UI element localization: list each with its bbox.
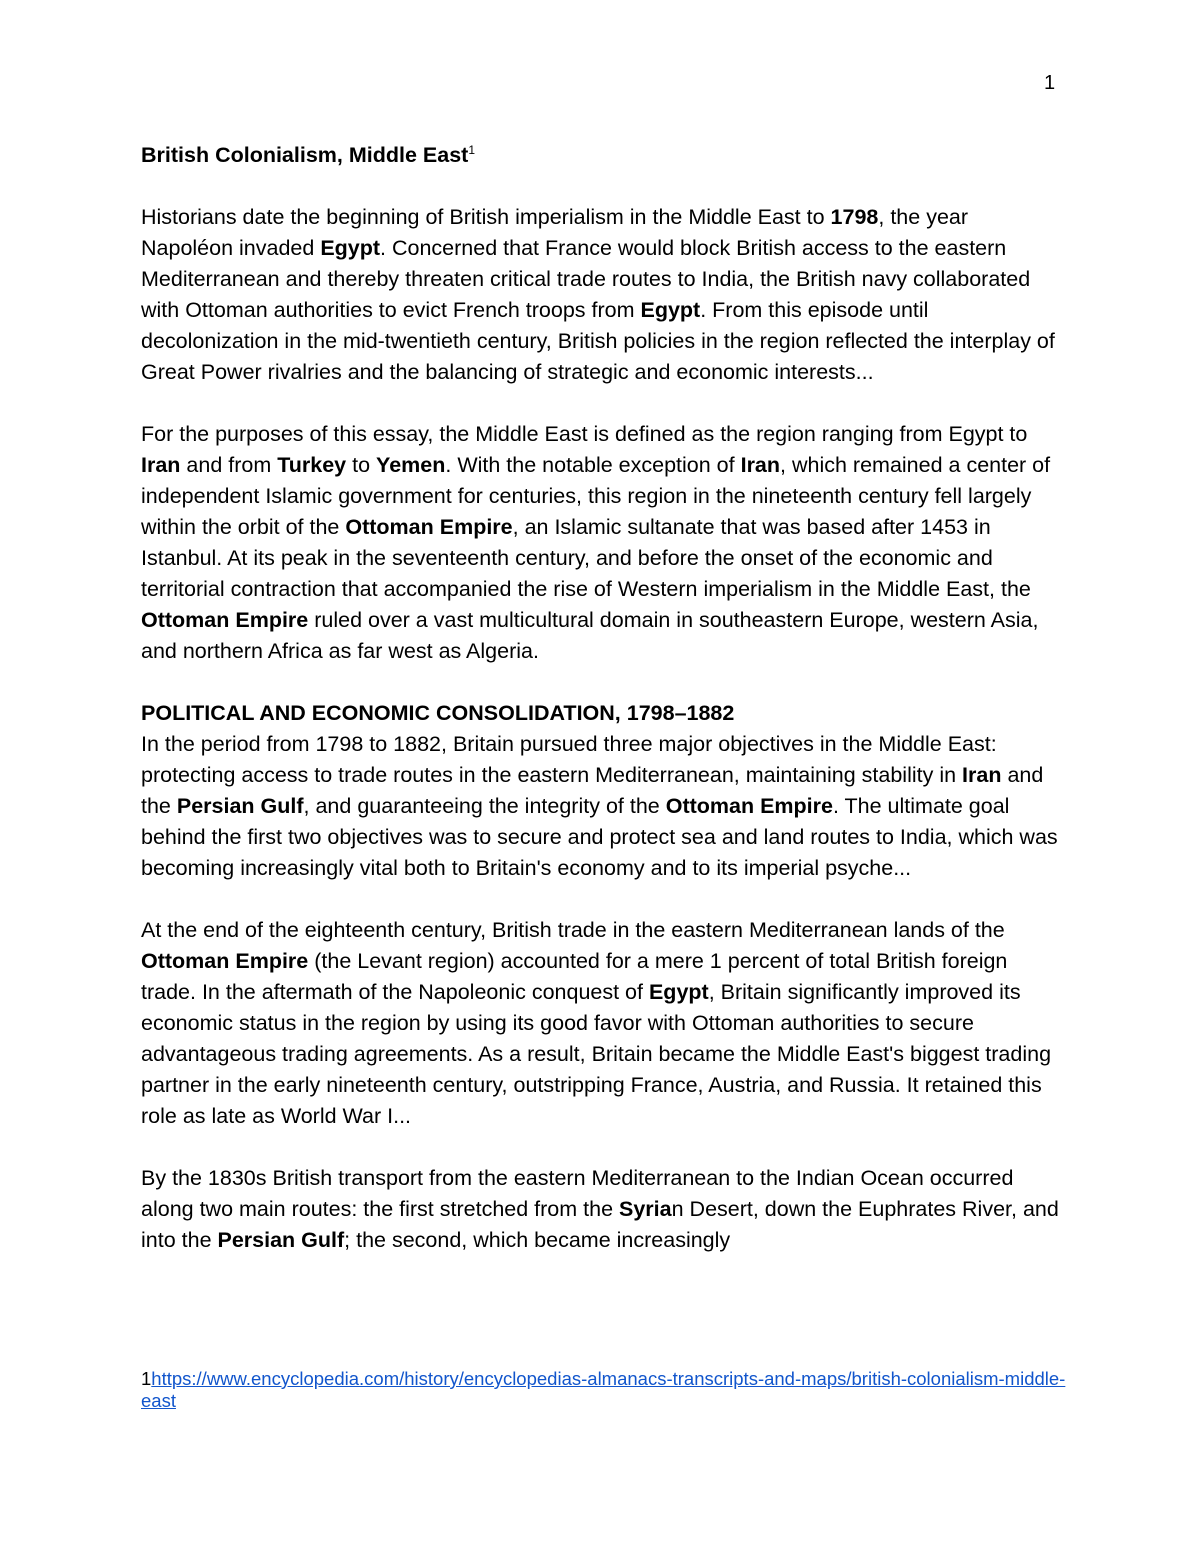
bold-term: Turkey (277, 453, 347, 477)
text-run: to (346, 453, 377, 477)
text-run: ruled over a vast multicultural domain in southeastern Europe, western Asia, and northern Africa as far west as Algeria. (141, 608, 1039, 663)
footnote-link[interactable]: https://www.encyclopedia.com/history/encyclopedias-almanacs-transcripts-and-maps/british-colonialism-middle-east (141, 1368, 1066, 1411)
section-heading: POLITICAL AND ECONOMIC CONSOLIDATION, 1798–1882 (141, 701, 735, 725)
paragraph (141, 419, 1061, 667)
text-run: At the end of the eighteenth century, British trade in the eastern Mediterranean lands of the (141, 918, 1005, 942)
spacer (141, 171, 1061, 202)
text-run: n Desert, down the Euphrates River, and into the (141, 1197, 1059, 1252)
bold-term: Egypt (648, 980, 709, 1004)
bold-term: Iran (740, 453, 781, 477)
spacer (141, 884, 1061, 915)
text-run: . Concerned that France would block British access to the eastern Mediterranean and thereby threaten critical trade routes to India, the British navy collaborated with Ottoman authorities to evict French troops from (141, 236, 1031, 322)
paragraphs (141, 202, 1061, 1256)
text-run: , an Islamic sultanate that was based after 1453 in Istanbul. At its peak in the seventeenth century, and before the onset of the economic and territorial contraction that accompanied the rise of Western imperialism in the Middle East, the (141, 515, 1031, 601)
document-title (141, 140, 1061, 171)
bold-term: Syria (619, 1197, 672, 1221)
bold-term: Ottoman Empire (141, 949, 309, 973)
text-run: , and guaranteeing the integrity of the (303, 794, 666, 818)
footnote-reference[interactable]: 1 (468, 142, 476, 157)
spacer (141, 667, 1061, 698)
text-run: , which remained a center of independent Islamic government for centuries, this region in the nineteenth century fell largely within the orbit of the (141, 453, 1051, 539)
paragraph (141, 202, 1061, 388)
spacer (141, 388, 1061, 419)
text-run: Historians date the beginning of British imperialism in the Middle East to (141, 205, 831, 229)
bold-term: Ottoman Empire (345, 515, 513, 539)
bold-term: Egypt (640, 298, 701, 322)
footnote-number: 1 (141, 1368, 152, 1389)
text-run: By the 1830s British transport from the eastern Mediterranean to the Indian Ocean occurred along two main routes: the first stretched from the (141, 1166, 1014, 1221)
bold-term: 1798 (830, 205, 879, 229)
bold-term: Ottoman Empire (665, 794, 833, 818)
text-run: For the purposes of this essay, the Middle East is defined as the region ranging from Egypt to (141, 422, 1028, 446)
bold-term: Yemen (376, 453, 446, 477)
text-run: . The ultimate goal behind the first two objectives was to secure and protect sea and land routes to India, which was becoming increasingly vital both to Britain's economy and to its imperial psyche... (141, 794, 1058, 880)
bold-term: Iran (141, 453, 181, 477)
bold-term: Persian Gulf (176, 794, 304, 818)
bold-term: Persian Gulf (217, 1228, 345, 1252)
text-run: . With the notable exception of (445, 453, 741, 477)
bold-term: Egypt (320, 236, 381, 260)
bold-term: Iran (962, 763, 1002, 787)
text-run: and from (180, 453, 278, 477)
text-run: ; the second, which became increasingly (344, 1228, 731, 1252)
text-run: , the year Napoléon invaded (141, 205, 969, 260)
paragraph (141, 915, 1061, 1132)
text-run: and the (141, 763, 1044, 818)
document-body (141, 140, 1061, 1256)
title-text: British Colonialism, Middle East (141, 143, 469, 167)
bold-term: Ottoman Empire (141, 608, 309, 632)
footnote (141, 1368, 1066, 1412)
page-number: 1 (1044, 72, 1056, 94)
spacer (141, 1132, 1061, 1163)
text-run: In the period from 1798 to 1882, Britain pursued three major objectives in the Middle East: protecting access to trade routes in the eastern Mediterranean, maintaining stability in (141, 732, 997, 787)
text-run: , Britain significantly improved its economic status in the region by using its good favor with Ottoman authorities to secure advantageous trading agreements. As a result, Britain became the Middle East's biggest trading partner in the early nineteenth century, outstripping France, Austria, and Russia. It retained this role as late as World War I... (141, 980, 1052, 1128)
paragraph (141, 729, 1061, 884)
paragraph (141, 1163, 1061, 1256)
text-run: (the Levant region) accounted for a mere 1 percent of total British foreign trade. In the aftermath of the Napoleonic conquest of (141, 949, 1008, 1004)
text-run: . From this episode until decolonization in the mid-twentieth century, British policies in the region reflected the interplay of Great Power rivalries and the balancing of strategic and economic interests... (141, 298, 1055, 384)
